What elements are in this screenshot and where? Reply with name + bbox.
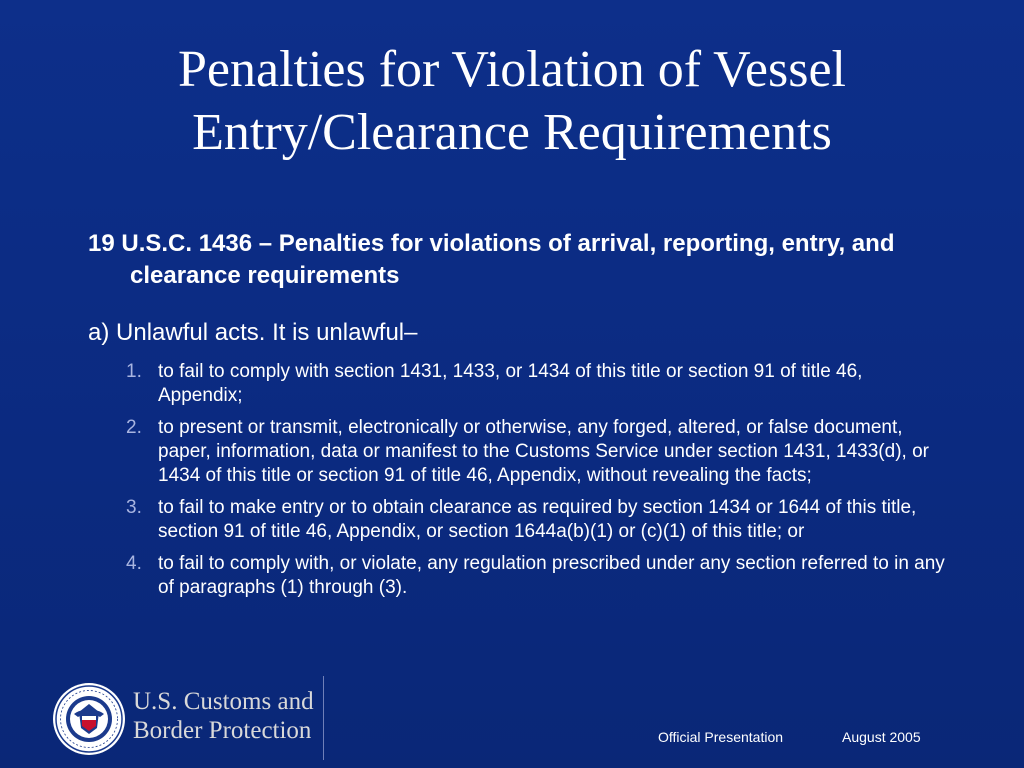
list-item-text: to present or transmit, electronically or otherwise, any forged, altered, or false document, paper, information, data or manifest to the Customs Service under section 1431, 1433(d), or 1434 of this title or section 91 of title 46, Appendix, without revealing the facts; (158, 417, 929, 486)
list-item-number: 1. (126, 361, 142, 382)
dhs-seal-icon (52, 682, 126, 756)
list-item (126, 360, 946, 408)
statute-heading: 19 U.S.C. 1436 – Penalties for violations of arrival, reporting, entry, and clearance requirements (88, 230, 895, 289)
list-item (126, 416, 946, 488)
logo-wordmark (133, 687, 314, 745)
slide-title (40, 38, 984, 164)
logo-line-2: Border Protection (133, 717, 312, 744)
subsection-heading: a) Unlawful acts. It is unlawful– (88, 319, 418, 346)
list-item-text: to fail to make entry or to obtain clearance as required by section 1434 or 1644 of this title, section 91 of title 46, Appendix, or section 1644a(b)(1) or (c)(1) of this title; or (158, 497, 917, 542)
list-item-number: 3. (126, 497, 142, 518)
unlawful-acts-list (126, 360, 946, 608)
logo-line-1: U.S. Customs and (133, 688, 314, 715)
title-line-2: Entry/Clearance Requirements (192, 104, 832, 161)
cbp-logo (0, 668, 325, 768)
list-item (126, 552, 946, 600)
list-item-text: to fail to comply with, or violate, any regulation prescribed under any section referred to in any of paragraphs (1) through (3). (158, 553, 945, 598)
footer-presentation-label: Official Presentation (658, 729, 784, 745)
logo-divider (323, 676, 324, 760)
title-line-1: Penalties for Violation of Vessel (178, 41, 846, 98)
list-item-text: to fail to comply with section 1431, 1433, or 1434 of this title or section 91 of title 46, Appendix; (158, 361, 863, 406)
list-item-number: 2. (126, 417, 142, 438)
list-item (126, 496, 946, 544)
list-item-number: 4. (126, 553, 142, 574)
footer-date: August 2005 (842, 729, 921, 745)
